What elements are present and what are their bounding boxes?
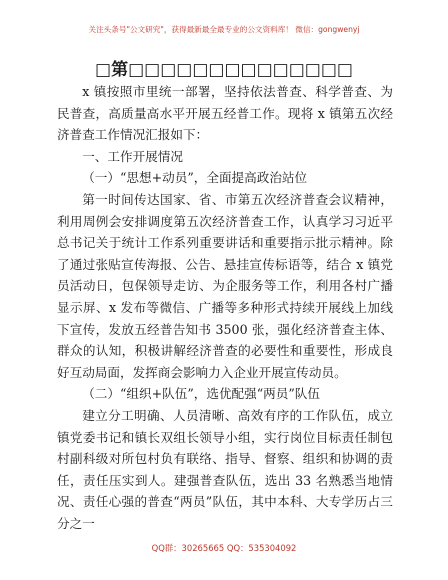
body-paragraph: 第一时间传达国家、省、市第五次经济普查会议精神，利用周例会安排调度第五次经济普查工作，认真学习习近平总书记关于统计工作系列重要讲话和重要指示批示精神。除了通过张贴宣传海报、公告、悬挂宣传标语等，结合 x 镇党员活动日，包保领导走访、为企服务等工作，利用各村广播显示屏、x 发布等微信、广播等多种形式持续开展线上加线下宣传，发放五经普告知书 3500 张，强化经济普查主体、群众的认知，积极讲解经济普查的必要性和重要性，形成良好互动局面，发挥商会影响力入企业开展宣传动员。 <box>57 191 393 380</box>
bottom-banner: QQ群：30265665 QQ：535304092 <box>151 543 297 553</box>
document-body <box>57 81 393 534</box>
top-banner: 关注头条号"公文研究"，获得最新最全最专业的公文资料库！ 微信：gongwenyj <box>88 25 360 34</box>
subsection-heading: （二）“组织+队伍”，选优配强“两员”队伍 <box>82 386 320 402</box>
intro-paragraph: x 镇按照市里统一部署，坚持依法普查、科学普查、为民普查，高质量高水平开展五经普工作。现将 x 镇第五次经济普查工作情况汇报如下： <box>57 84 393 143</box>
subsection-heading: （一）“思想+动员”，全面提高政治站位 <box>82 170 308 186</box>
section-heading: 一、工作开展情况 <box>82 148 183 164</box>
body-paragraph: 建立分工明确、人员清晰、高效有序的工作队伍，成立镇党委书记和镇长双组长领导小组，实行岗位目标责任制包村副科级对所包村负有联络、指导、督察、组织和协调的责任，责任压实到人。建强普查队伍，选出 33 名熟悉当地情况、责任心强的普查“两员”队伍，其中本科、大专学历占三分之一 <box>57 407 393 531</box>
document-title: □第□□□□□□□□□□□□□□ <box>95 60 353 80</box>
